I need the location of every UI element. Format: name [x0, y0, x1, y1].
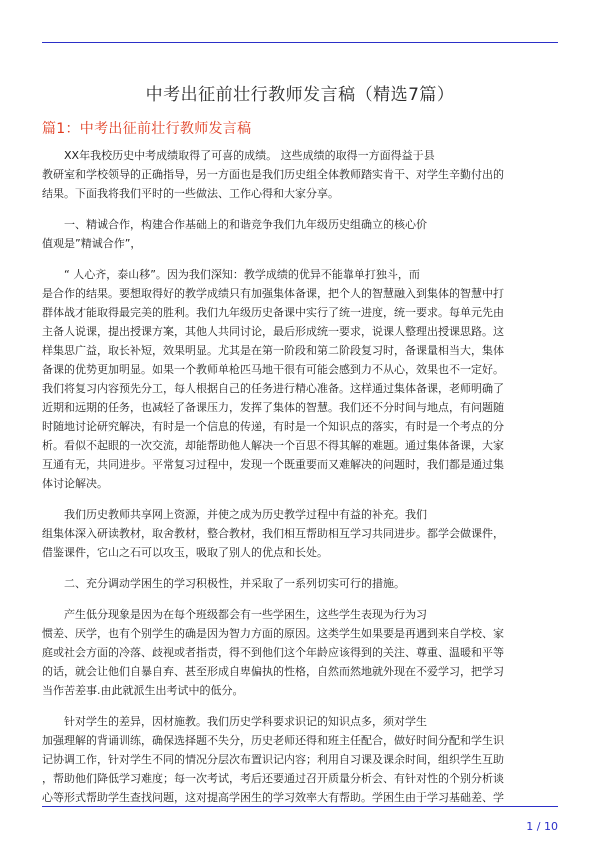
paragraph: [42, 146, 558, 203]
paragraph-line: 针对学生的差异，因材施教。我们历史学科要求识记的知识点多，须对学生: [64, 715, 427, 728]
page-indicator: 1 / 10: [526, 820, 558, 833]
paragraph-line: 的话，就会让他们自暴自弃、甚至形成自卑偏执的性格，自然而然地就外现在不爱学习，把学习: [42, 665, 504, 678]
paragraph-line: 教研室和学校领导的正确指导，另一方面也是我们历史组全体教师踏实肯干、对学生辛勤付出的: [42, 168, 504, 181]
paragraph-line: ，帮助他们降低学习难度；每一次考试，考后还要通过召开质量分析会、有针对性的个别分析谈: [42, 772, 504, 785]
paragraph-line: 样集思广益，取长补短，效果明显。尤其是在第一阶段和第二阶段复习时，备课量相当大，集体: [42, 344, 504, 357]
paragraph-line: 近期和远期的任务，也减轻了备课压力，发挥了集体的智慧。我们还不分时间与地点，有问题随: [42, 401, 504, 414]
paragraph-line: 群体战才能取得最完美的胜利。我们九年级历史备课中实行了统一进度，统一要求。每单元先由: [42, 306, 504, 319]
paragraph: [42, 505, 558, 562]
paragraph-line: 我们将复习内容预先分工，每人根据自己的任务进行精心准备。这样通过集体备课，老师明确了: [42, 382, 504, 395]
paragraph-line: 备课的优势更加明显。如果一个教师单枪匹马地干很有可能会感到力不从心，效果也不一定好。: [42, 363, 504, 376]
document-body: [42, 146, 558, 819]
paragraph-line: 产生低分现象是因为在每个班级都会有一些学困生，这些学生表现为行为习: [64, 608, 427, 621]
paragraph-line: 是合作的结果。要想取得好的教学成绩只有加强集体备课，把个人的智慧融入到集体的智慧中打: [42, 287, 504, 300]
paragraph-line: 记协调工作，针对学生不同的情况分层次布置识记内容；利用自习课及课余时间，组织学生互助: [42, 753, 504, 766]
paragraph-line: 庭或社会方面的冷落、歧视或者指责，得不到他们这个年龄应该得到的关注、尊重、温暖和平等: [42, 646, 504, 659]
paragraph-line: “ 人心齐，泰山移”。因为我们深知：教学成绩的优异不能靠单打独斗，而: [64, 268, 420, 281]
paragraph-line: 值观是”精诚合作”，: [42, 237, 142, 250]
paragraph-line: XX年我校历史中考成绩取得了可喜的成绩。 这些成绩的取得一方面得益于县: [64, 149, 435, 162]
paragraph-line: 体讨论解决。: [42, 477, 108, 490]
paragraph-line: 二、充分调动学困生的学习积极性，并采取了一系列切实可行的措施。: [64, 577, 405, 590]
paragraph-line: 加强理解的背诵训练，确保选择题不失分，历史老师还得和班主任配合，做好时间分配和学生识: [42, 734, 504, 747]
paragraph-line: 组集体深入研读教材，取舍教材，整合教材，我们相互帮助相互学习共同进步。都学会做课件，: [42, 527, 504, 540]
paragraph-line: 一、精诚合作，构建合作基础上的和谐竞争我们九年级历史组确立的核心价: [64, 218, 427, 231]
paragraph-line: 析。看似不起眼的一次交流，却能帮助他人解决一个百思不得其解的难题。通过集体备课，大家: [42, 439, 504, 452]
paragraph-line: 结果。下面我将我们平时的一些做法、工作心得和大家分享。: [42, 187, 339, 200]
paragraph-line: 心等形式帮助学生查找问题，这对提高学困生的学习效率大有帮助。学困生由于学习基础差、学: [42, 791, 504, 804]
paragraph-line: 互通有无，共同进步。平常复习过程中，发现一个既重要而又难解决的问题时，我们都是通过集: [42, 458, 504, 471]
section-heading: 篇1：中考出征前壮行教师发言稿: [42, 121, 252, 137]
paragraph: [42, 574, 558, 593]
paragraph-line: 借鉴课件，它山之石可以攻玉，吸取了别人的优点和长处。: [42, 546, 328, 559]
paragraph: [42, 605, 558, 700]
top-rule: [42, 42, 558, 43]
document-title: 中考出征前壮行教师发言稿（精选7篇）: [145, 85, 455, 105]
bottom-rule: [42, 806, 558, 807]
paragraph-line: 当作苦差事.由此就派生出考试中的低分。: [42, 684, 244, 697]
paragraph: [42, 215, 558, 253]
paragraph: [42, 265, 558, 493]
paragraph-line: 主备人说课，提出授课方案，其他人共同讨论，最后形成统一要求，说课人整理出授课思路。这: [42, 325, 504, 338]
paragraph-line: 时随地讨论研究解决，有时是一个信息的传递，有时是一个知识点的落实，有时是一个考点的分: [42, 420, 504, 433]
paragraph-line: 惯差、厌学，也有个别学生的确是因为智力方面的原因。这类学生如果要是再遇到来自学校、家: [42, 627, 504, 640]
paragraph-line: 我们历史教师共享网上资源，并使之成为历史教学过程中有益的补充。我们: [64, 508, 427, 521]
paragraph: [42, 712, 558, 807]
